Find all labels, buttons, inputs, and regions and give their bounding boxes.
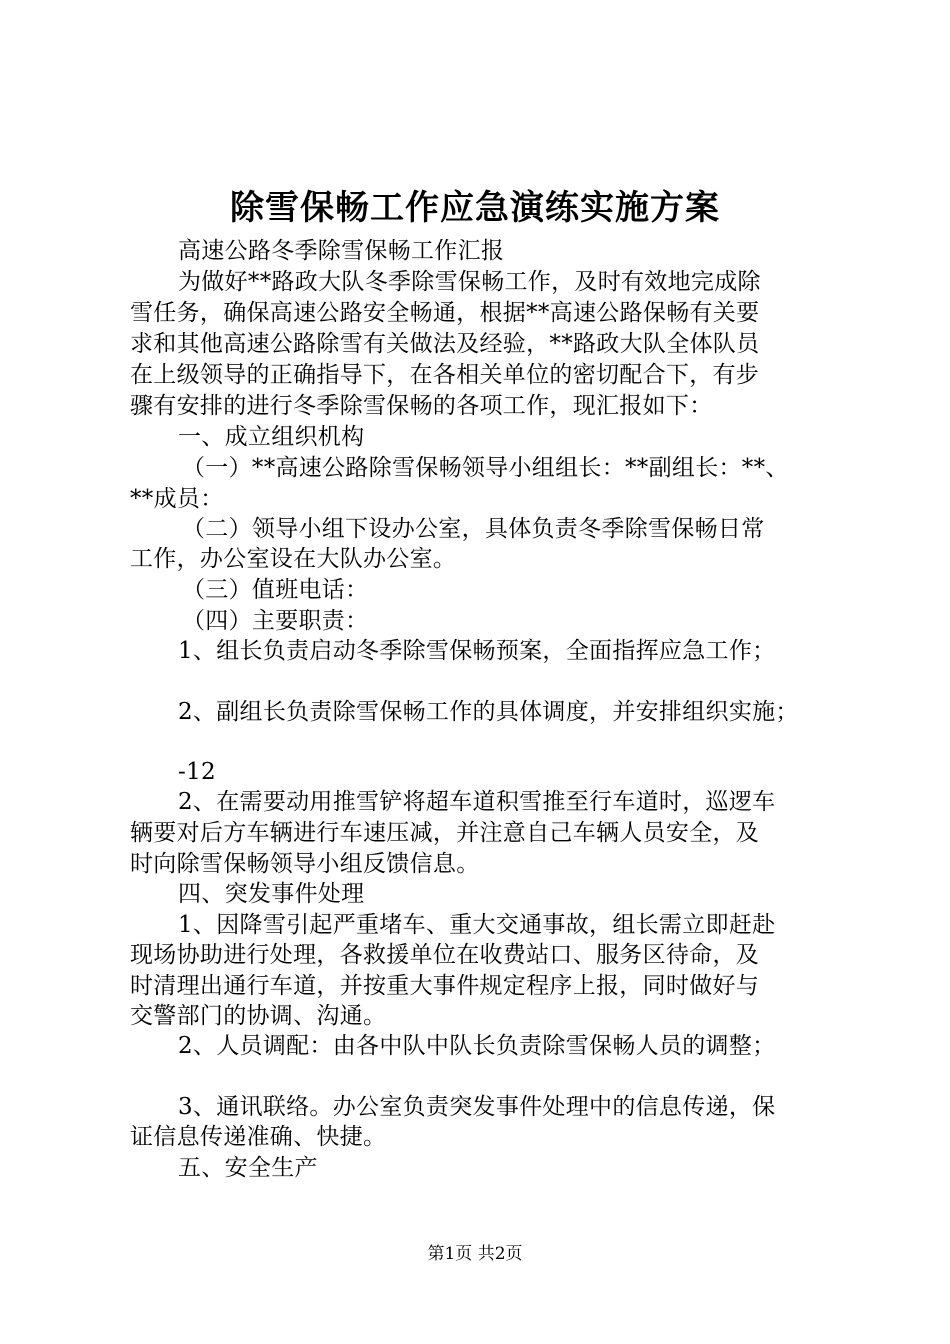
- paragraph-line: -12: [178, 759, 216, 785]
- list-item: 3、通讯联络。办公室负责突发事件处理中的信息传递，保: [178, 1094, 776, 1120]
- section-heading: 四、突发事件处理: [178, 881, 365, 907]
- paragraph-line: 为做好**路政大队冬季除雪保畅工作，及时有效地完成除: [178, 269, 761, 295]
- paragraph-line: 工作，办公室设在大队办公室。: [130, 546, 457, 572]
- paragraph-line: 时清理出通行车道，并按重大事件规定程序上报，同时做好与: [130, 973, 760, 999]
- section-heading: 一、成立组织机构: [178, 424, 365, 450]
- list-item: 2、人员调配：由各中队中队长负责除雪保畅人员的调整；: [178, 1033, 776, 1059]
- paragraph-line: 骤有安排的进行冬季除雪保畅的各项工作，现汇报如下：: [130, 393, 713, 419]
- paragraph-line: 时向除雪保畅领导小组反馈信息。: [130, 851, 480, 877]
- paragraph-line: （三）值班电话：: [182, 577, 369, 603]
- list-item: 2、副组长负责除雪保畅工作的具体调度，并安排组织实施；: [178, 699, 799, 725]
- paragraph-line: 雪任务，确保高速公路安全畅通，根据**高速公路保畅有关要: [130, 300, 760, 326]
- paragraph-line: （二）领导小组下设办公室，具体负责冬季除雪保畅日常: [182, 516, 765, 542]
- paragraph-line: 求和其他高速公路除雪有关做法及经验，**路政大队全体队员: [130, 331, 760, 357]
- list-item: 2、在需要动用推雪铲将超车道积雪推至行车道时，巡逻车: [178, 789, 776, 815]
- paragraph-line: 现场协助进行处理，各救援单位在收费站口、服务区待命，及: [130, 942, 760, 968]
- paragraph-line: （一）**高速公路除雪保畅领导小组组长：**副组长：**、: [182, 455, 789, 481]
- paragraph-line: （四）主要职责：: [182, 608, 369, 634]
- list-item: 1、组长负责启动冬季除雪保畅预案，全面指挥应急工作；: [178, 638, 776, 664]
- page-footer: 第1页 共2页: [427, 1244, 523, 1264]
- list-item: 1、因降雪引起严重堵车、重大交通事故，组长需立即赶赴: [178, 912, 776, 938]
- document-title: 除雪保畅工作应急演练实施方案: [230, 188, 720, 228]
- paragraph-line: 辆要对后方车辆进行车速压减，并注意自己车辆人员安全，及: [130, 820, 760, 846]
- paragraph-line: 在上级领导的正确指导下，在各相关单位的密切配合下，有步: [130, 362, 760, 388]
- paragraph-line: 高速公路冬季除雪保畅工作汇报: [178, 238, 505, 264]
- section-heading: 五、安全生产: [178, 1155, 318, 1181]
- paragraph-line: 交警部门的协调、沟通。: [130, 1003, 387, 1029]
- paragraph-line: 证信息传递准确、快捷。: [130, 1124, 387, 1150]
- paragraph-line: **成员：: [130, 486, 224, 512]
